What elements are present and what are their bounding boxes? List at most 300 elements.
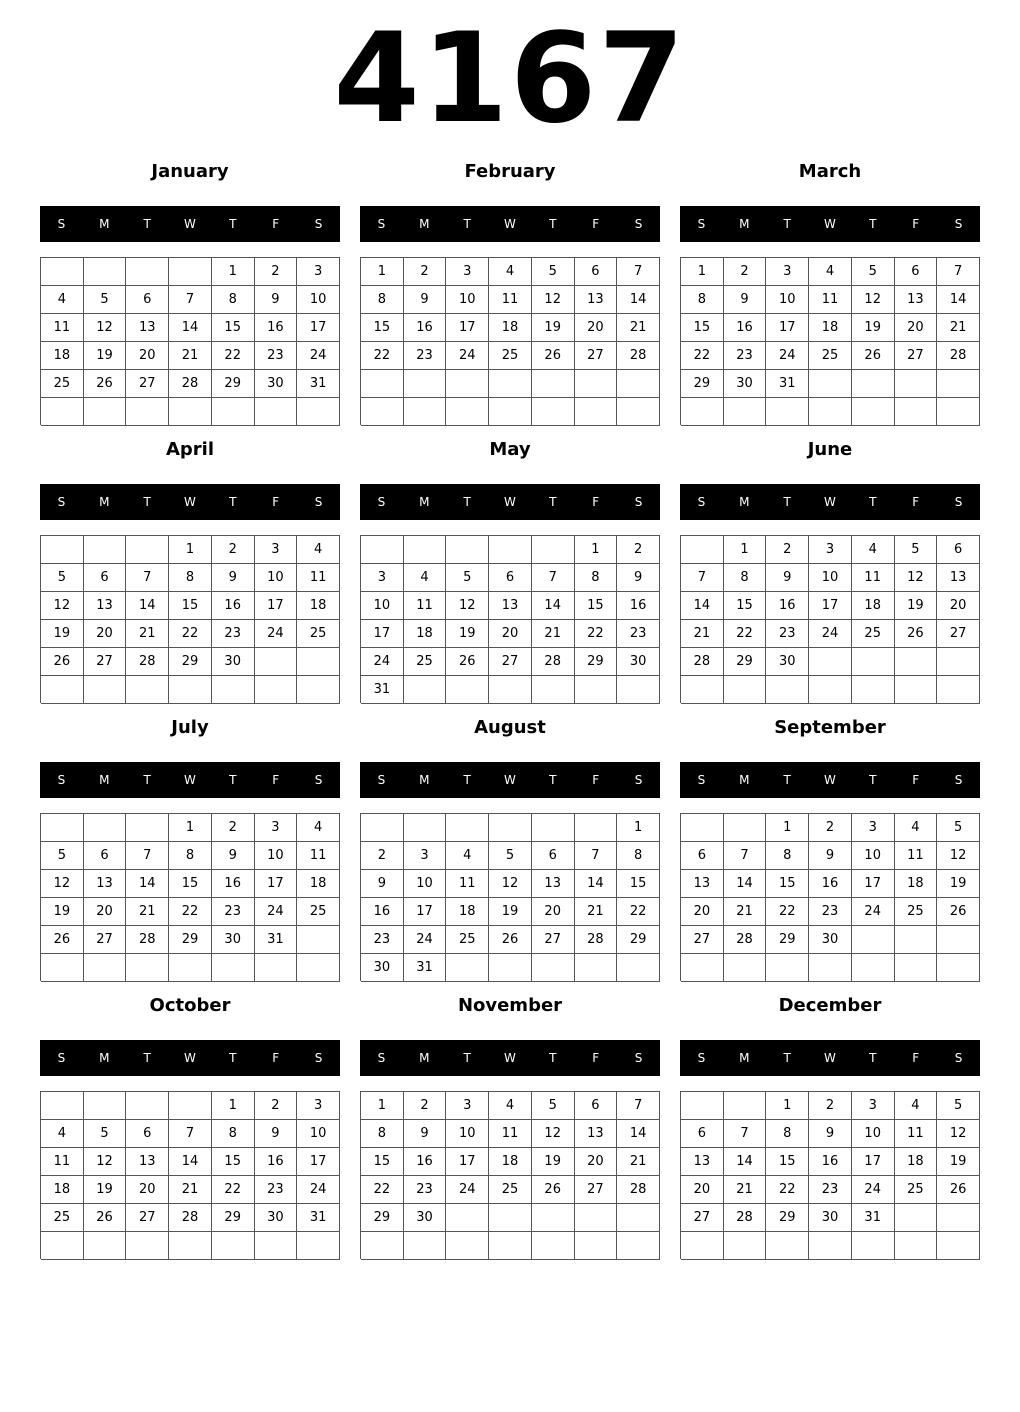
day-cell: 8 [575, 564, 618, 592]
day-cell: 1 [361, 1092, 404, 1120]
day-cell: 19 [41, 898, 84, 926]
empty-day-cell [212, 954, 255, 982]
day-cell: 30 [255, 370, 298, 398]
empty-day-cell [446, 536, 489, 564]
day-cell: 4 [895, 814, 938, 842]
month-name: January [151, 161, 229, 182]
day-cell: 10 [446, 1120, 489, 1148]
empty-day-cell [126, 1092, 169, 1120]
day-cell: 22 [681, 342, 724, 370]
day-cell: 30 [809, 1204, 852, 1232]
weekday-header [40, 206, 340, 242]
month-november [360, 996, 660, 1259]
day-cell: 13 [126, 1148, 169, 1176]
day-cell: 3 [446, 258, 489, 286]
empty-day-cell [446, 676, 489, 704]
days-grid [40, 813, 340, 981]
day-cell: 28 [724, 926, 767, 954]
day-cell: 10 [255, 564, 298, 592]
day-cell: 8 [212, 1120, 255, 1148]
day-cell: 4 [446, 842, 489, 870]
day-cell: 11 [895, 842, 938, 870]
empty-day-cell [617, 1232, 660, 1260]
day-cell: 21 [126, 898, 169, 926]
day-cell: 17 [446, 314, 489, 342]
day-cell: 10 [404, 870, 447, 898]
day-cell: 20 [84, 898, 127, 926]
empty-day-cell [532, 1204, 575, 1232]
day-cell: 16 [766, 592, 809, 620]
weekday-label: S [314, 495, 323, 509]
day-cell: 1 [361, 258, 404, 286]
day-cell: 17 [297, 314, 340, 342]
day-cell: 5 [41, 842, 84, 870]
year-title: 4167 [333, 7, 687, 151]
day-cell: 31 [255, 926, 298, 954]
day-cell: 29 [212, 1204, 255, 1232]
empty-day-cell [532, 398, 575, 426]
day-cell: 14 [126, 870, 169, 898]
weekday-label: T [143, 495, 151, 509]
empty-day-cell [681, 1232, 724, 1260]
day-cell: 8 [169, 842, 212, 870]
empty-day-cell [575, 1204, 618, 1232]
empty-day-cell [84, 398, 127, 426]
day-cell: 9 [809, 842, 852, 870]
day-cell: 15 [724, 592, 767, 620]
empty-day-cell [212, 1232, 255, 1260]
empty-day-cell [169, 1092, 212, 1120]
day-cell: 2 [361, 842, 404, 870]
day-cell: 17 [766, 314, 809, 342]
month-name: April [165, 439, 215, 460]
weekday-label: T [783, 217, 791, 231]
day-cell: 9 [212, 564, 255, 592]
empty-day-cell [617, 954, 660, 982]
empty-day-cell [489, 814, 532, 842]
day-cell: 12 [84, 1148, 127, 1176]
day-cell: 28 [532, 648, 575, 676]
day-cell: 18 [895, 1148, 938, 1176]
weekday-label: T [549, 773, 557, 787]
day-cell: 20 [84, 620, 127, 648]
weekday-header [40, 1040, 340, 1076]
weekday-label: W [504, 217, 516, 231]
day-cell: 30 [212, 926, 255, 954]
day-cell: 2 [404, 1092, 447, 1120]
day-cell: 6 [84, 842, 127, 870]
empty-day-cell [937, 926, 980, 954]
day-cell: 1 [169, 814, 212, 842]
day-cell: 26 [895, 620, 938, 648]
day-cell: 8 [766, 1120, 809, 1148]
day-cell: 26 [41, 648, 84, 676]
empty-day-cell [361, 536, 404, 564]
day-cell: 26 [84, 370, 127, 398]
day-cell: 24 [809, 620, 852, 648]
day-cell: 3 [361, 564, 404, 592]
day-cell: 2 [212, 536, 255, 564]
day-cell: 15 [361, 1148, 404, 1176]
day-cell: 7 [724, 842, 767, 870]
empty-day-cell [446, 1232, 489, 1260]
empty-day-cell [681, 954, 724, 982]
empty-day-cell [724, 1232, 767, 1260]
day-cell: 7 [617, 1092, 660, 1120]
weekday-label: M [739, 217, 750, 231]
day-cell: 23 [617, 620, 660, 648]
day-cell: 11 [809, 286, 852, 314]
month-name: February [464, 161, 556, 182]
day-cell: 8 [617, 842, 660, 870]
day-cell: 27 [575, 342, 618, 370]
day-cell: 11 [41, 1148, 84, 1176]
day-cell: 25 [404, 648, 447, 676]
day-cell: 21 [617, 1148, 660, 1176]
day-cell: 27 [575, 1176, 618, 1204]
day-cell: 25 [852, 620, 895, 648]
month-name: July [171, 717, 209, 738]
empty-day-cell [809, 954, 852, 982]
weekday-label: M [99, 495, 110, 509]
weekday-label: F [912, 773, 920, 787]
day-cell: 29 [766, 926, 809, 954]
empty-day-cell [404, 814, 447, 842]
empty-day-cell [297, 398, 340, 426]
day-cell: 11 [895, 1120, 938, 1148]
day-cell: 17 [361, 620, 404, 648]
day-cell: 28 [126, 648, 169, 676]
day-cell: 27 [126, 1204, 169, 1232]
day-cell: 8 [212, 286, 255, 314]
weekday-label: M [99, 773, 110, 787]
day-cell: 17 [255, 870, 298, 898]
weekday-label: F [592, 1051, 600, 1065]
day-cell: 30 [255, 1204, 298, 1232]
day-cell: 5 [41, 564, 84, 592]
weekday-label: M [419, 495, 430, 509]
day-cell: 13 [84, 870, 127, 898]
empty-day-cell [724, 954, 767, 982]
day-cell: 28 [681, 648, 724, 676]
day-cell: 17 [809, 592, 852, 620]
day-cell: 16 [617, 592, 660, 620]
day-cell: 25 [895, 898, 938, 926]
empty-day-cell [126, 536, 169, 564]
day-cell: 18 [41, 1176, 84, 1204]
day-cell: 7 [532, 564, 575, 592]
day-cell: 10 [361, 592, 404, 620]
day-cell: 13 [937, 564, 980, 592]
weekday-label: M [739, 495, 750, 509]
weekday-label: S [314, 773, 323, 787]
days-grid [40, 535, 340, 703]
day-cell: 23 [724, 342, 767, 370]
day-cell: 18 [895, 870, 938, 898]
weekday-label: S [377, 217, 386, 231]
weekday-label: S [634, 495, 643, 509]
day-cell: 1 [766, 814, 809, 842]
day-cell: 19 [895, 592, 938, 620]
day-cell: 1 [212, 258, 255, 286]
empty-day-cell [489, 370, 532, 398]
day-cell: 24 [404, 926, 447, 954]
day-cell: 16 [255, 1148, 298, 1176]
day-cell: 21 [617, 314, 660, 342]
empty-day-cell [809, 370, 852, 398]
day-cell: 11 [404, 592, 447, 620]
day-cell: 14 [724, 870, 767, 898]
empty-day-cell [724, 814, 767, 842]
weekday-label: T [869, 217, 877, 231]
day-cell: 6 [489, 564, 532, 592]
empty-day-cell [84, 258, 127, 286]
day-cell: 15 [617, 870, 660, 898]
weekday-label: T [229, 773, 237, 787]
day-cell: 19 [489, 898, 532, 926]
weekday-label: T [783, 1051, 791, 1065]
day-cell: 14 [532, 592, 575, 620]
weekday-label: S [377, 1051, 386, 1065]
weekday-label: W [504, 1051, 516, 1065]
day-cell: 7 [937, 258, 980, 286]
day-cell: 27 [681, 1204, 724, 1232]
weekday-label: S [634, 217, 643, 231]
empty-day-cell [255, 398, 298, 426]
month-april [40, 440, 340, 703]
weekday-label: S [954, 773, 963, 787]
day-cell: 5 [852, 258, 895, 286]
weekday-label: F [592, 495, 600, 509]
month-august [360, 718, 660, 981]
day-cell: 22 [575, 620, 618, 648]
empty-day-cell [809, 648, 852, 676]
day-cell: 25 [809, 342, 852, 370]
empty-day-cell [681, 676, 724, 704]
days-grid [360, 535, 660, 703]
weekday-label: T [463, 1051, 471, 1065]
day-cell: 16 [809, 1148, 852, 1176]
day-cell: 15 [169, 870, 212, 898]
empty-day-cell [617, 1204, 660, 1232]
day-cell: 19 [84, 1176, 127, 1204]
empty-day-cell [446, 398, 489, 426]
empty-day-cell [809, 1232, 852, 1260]
day-cell: 4 [41, 286, 84, 314]
day-cell: 19 [41, 620, 84, 648]
day-cell: 28 [724, 1204, 767, 1232]
day-cell: 15 [766, 1148, 809, 1176]
weekday-label: T [229, 495, 237, 509]
day-cell: 5 [937, 814, 980, 842]
day-cell: 8 [766, 842, 809, 870]
day-cell: 24 [852, 1176, 895, 1204]
day-cell: 11 [489, 1120, 532, 1148]
day-cell: 2 [255, 258, 298, 286]
day-cell: 9 [361, 870, 404, 898]
day-cell: 13 [895, 286, 938, 314]
day-cell: 26 [489, 926, 532, 954]
weekday-label: W [824, 217, 836, 231]
day-cell: 28 [169, 1204, 212, 1232]
empty-day-cell [895, 954, 938, 982]
month-name: December [778, 995, 882, 1016]
day-cell: 11 [446, 870, 489, 898]
day-cell: 19 [852, 314, 895, 342]
day-cell: 18 [809, 314, 852, 342]
day-cell: 24 [446, 1176, 489, 1204]
day-cell: 26 [84, 1204, 127, 1232]
day-cell: 16 [212, 870, 255, 898]
day-cell: 15 [681, 314, 724, 342]
day-cell: 19 [937, 1148, 980, 1176]
weekday-label: M [99, 217, 110, 231]
day-cell: 18 [404, 620, 447, 648]
month-name: June [807, 439, 853, 460]
empty-day-cell [126, 814, 169, 842]
day-cell: 29 [212, 370, 255, 398]
day-cell: 10 [297, 286, 340, 314]
empty-day-cell [404, 536, 447, 564]
empty-day-cell [575, 1232, 618, 1260]
day-cell: 17 [297, 1148, 340, 1176]
empty-day-cell [297, 926, 340, 954]
day-cell: 2 [809, 814, 852, 842]
days-grid [680, 535, 980, 703]
days-grid [680, 813, 980, 981]
empty-day-cell [575, 676, 618, 704]
empty-day-cell [852, 648, 895, 676]
day-cell: 23 [809, 1176, 852, 1204]
empty-day-cell [126, 1232, 169, 1260]
day-cell: 9 [617, 564, 660, 592]
day-cell: 21 [169, 342, 212, 370]
day-cell: 22 [361, 1176, 404, 1204]
day-cell: 6 [126, 286, 169, 314]
day-cell: 18 [489, 1148, 532, 1176]
day-cell: 22 [617, 898, 660, 926]
day-cell: 9 [255, 1120, 298, 1148]
weekday-header [680, 484, 980, 520]
day-cell: 29 [724, 648, 767, 676]
day-cell: 27 [532, 926, 575, 954]
day-cell: 9 [212, 842, 255, 870]
day-cell: 4 [41, 1120, 84, 1148]
day-cell: 25 [41, 370, 84, 398]
day-cell: 17 [852, 870, 895, 898]
weekday-header [360, 762, 660, 798]
weekday-label: S [314, 1051, 323, 1065]
empty-day-cell [532, 370, 575, 398]
empty-day-cell [937, 954, 980, 982]
days-grid [360, 813, 660, 981]
days-grid [360, 1091, 660, 1259]
weekday-label: S [57, 1051, 66, 1065]
day-cell: 13 [575, 1120, 618, 1148]
weekday-label: S [697, 773, 706, 787]
day-cell: 25 [489, 342, 532, 370]
empty-day-cell [937, 398, 980, 426]
month-september [680, 718, 980, 981]
empty-day-cell [575, 370, 618, 398]
empty-day-cell [766, 1232, 809, 1260]
day-cell: 13 [84, 592, 127, 620]
days-grid [40, 1091, 340, 1259]
day-cell: 2 [724, 258, 767, 286]
empty-day-cell [895, 370, 938, 398]
day-cell: 2 [255, 1092, 298, 1120]
empty-day-cell [895, 676, 938, 704]
day-cell: 12 [84, 314, 127, 342]
day-cell: 14 [169, 1148, 212, 1176]
empty-day-cell [169, 1232, 212, 1260]
day-cell: 26 [937, 898, 980, 926]
month-march [680, 162, 980, 425]
empty-day-cell [404, 1232, 447, 1260]
day-cell: 3 [297, 258, 340, 286]
day-cell: 12 [489, 870, 532, 898]
day-cell: 10 [852, 842, 895, 870]
day-cell: 8 [361, 1120, 404, 1148]
day-cell: 5 [937, 1092, 980, 1120]
empty-day-cell [766, 954, 809, 982]
month-october [40, 996, 340, 1259]
weekday-label: W [184, 217, 196, 231]
weekday-header [680, 206, 980, 242]
day-cell: 9 [766, 564, 809, 592]
day-cell: 6 [895, 258, 938, 286]
day-cell: 19 [937, 870, 980, 898]
weekday-header [40, 484, 340, 520]
weekday-label: M [739, 773, 750, 787]
day-cell: 16 [404, 1148, 447, 1176]
empty-day-cell [169, 954, 212, 982]
day-cell: 3 [852, 814, 895, 842]
month-name: September [774, 717, 886, 738]
empty-day-cell [724, 1092, 767, 1120]
day-cell: 19 [446, 620, 489, 648]
day-cell: 16 [212, 592, 255, 620]
weekday-label: W [824, 1051, 836, 1065]
weekday-label: F [912, 495, 920, 509]
day-cell: 19 [532, 1148, 575, 1176]
day-cell: 3 [404, 842, 447, 870]
day-cell: 30 [212, 648, 255, 676]
day-cell: 3 [809, 536, 852, 564]
day-cell: 24 [255, 620, 298, 648]
empty-day-cell [255, 676, 298, 704]
day-cell: 20 [126, 1176, 169, 1204]
day-cell: 4 [489, 1092, 532, 1120]
weekday-label: S [314, 217, 323, 231]
empty-day-cell [126, 676, 169, 704]
weekday-label: T [229, 1051, 237, 1065]
empty-day-cell [84, 954, 127, 982]
day-cell: 23 [212, 898, 255, 926]
empty-day-cell [126, 954, 169, 982]
empty-day-cell [212, 398, 255, 426]
day-cell: 26 [41, 926, 84, 954]
empty-day-cell [169, 258, 212, 286]
day-cell: 10 [297, 1120, 340, 1148]
weekday-header [680, 1040, 980, 1076]
day-cell: 15 [575, 592, 618, 620]
day-cell: 31 [297, 1204, 340, 1232]
weekday-label: S [697, 495, 706, 509]
empty-day-cell [724, 398, 767, 426]
day-cell: 24 [446, 342, 489, 370]
weekday-label: S [954, 1051, 963, 1065]
